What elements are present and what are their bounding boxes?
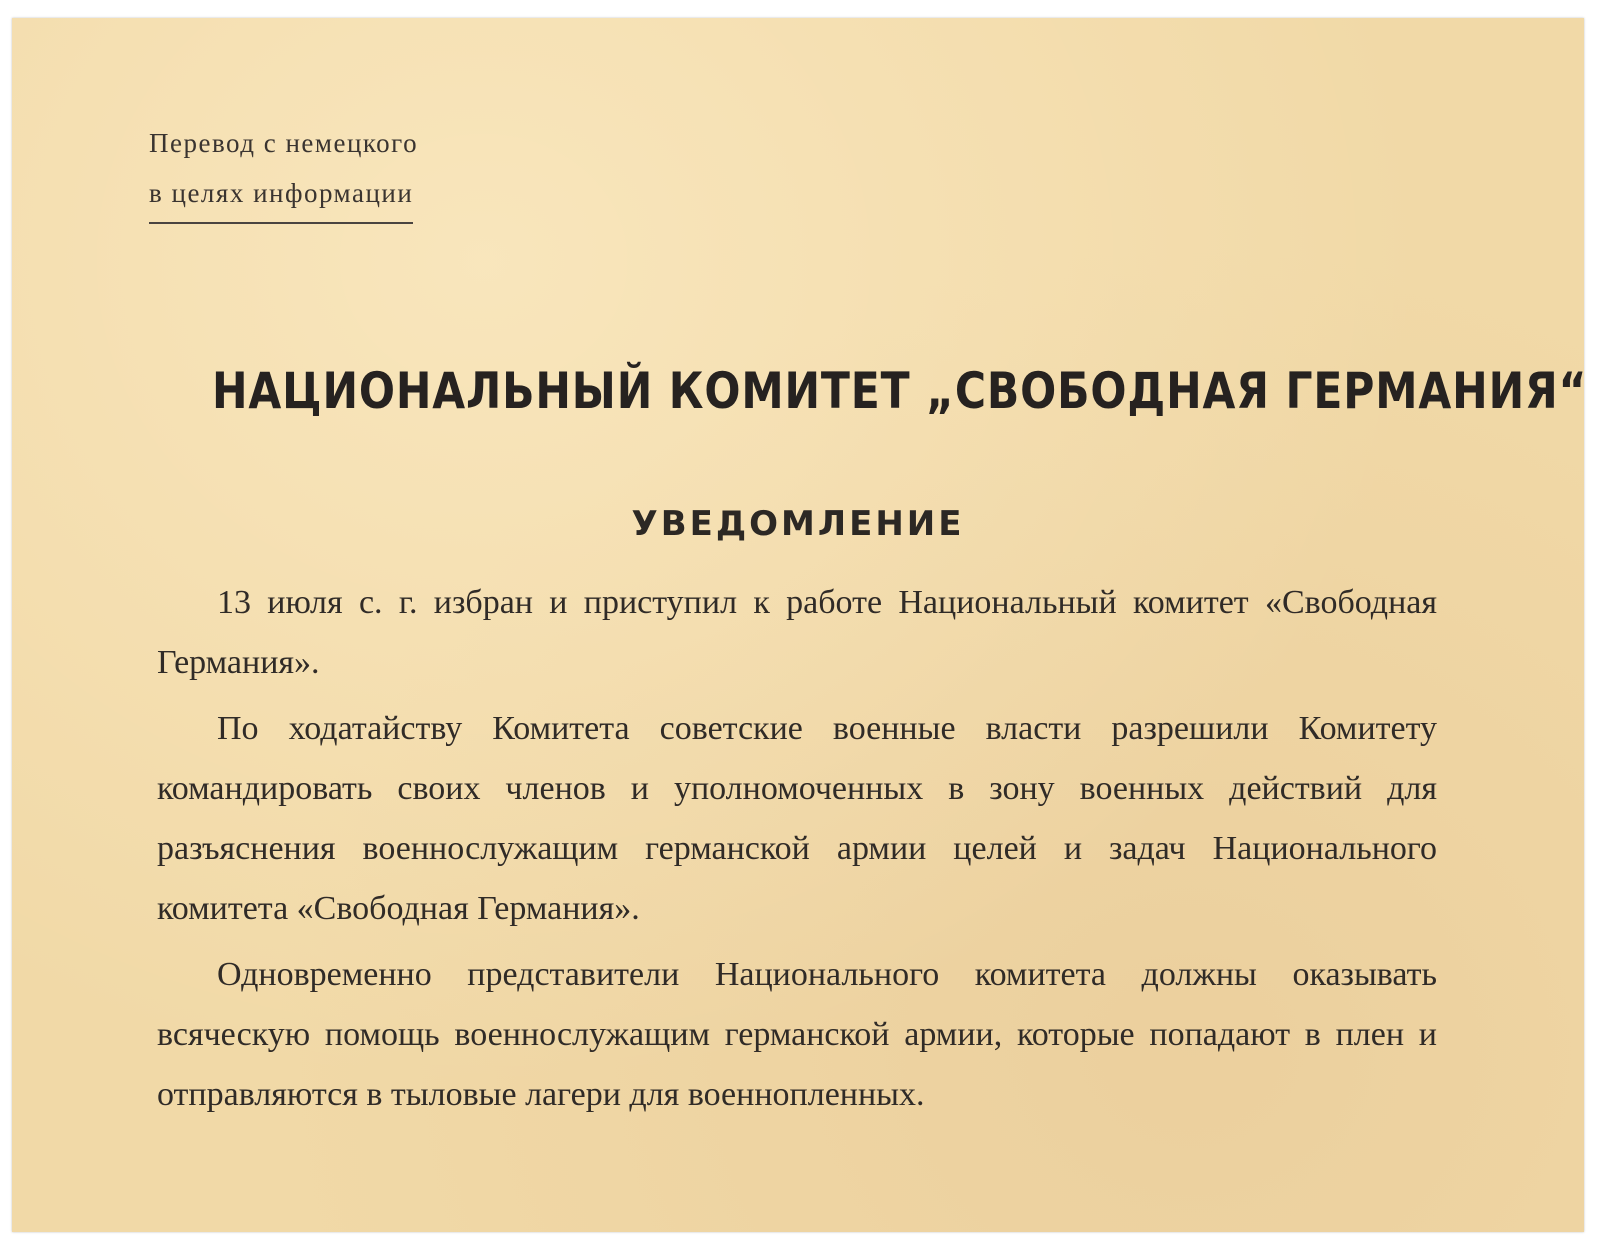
document-subtitle: УВЕДОМЛЕНИЕ	[631, 504, 965, 544]
translation-note	[149, 118, 418, 224]
body-paragraph-1: 13 июля с. г. избран и приступил к работе Национальный комитет «Свободная Германия».	[157, 584, 1437, 681]
translation-note-line-2: в целях информации	[149, 168, 413, 224]
body-paragraph-3: Одновременно представители Национального комитета должны оказывать всяческую помощь военнослужащим германской армии, которые попадают в плен и отправляются в тыловые лагери для военнопленных.	[157, 956, 1437, 1113]
body-paragraph-2: По ходатайству Комитета советские военные власти разрешили Комитету командировать своих членов и уполномоченных в зону военных действий для разъяснения военнослужащим германской армии целей и задач Национального комитета «Свободная Германия».	[157, 710, 1437, 927]
document-sheet	[12, 18, 1588, 1232]
translation-note-line-1: Перевод с немецкого	[149, 128, 419, 158]
document-body	[157, 573, 1437, 1131]
document-title: НАЦИОНАЛЬНЫЙ КОМИТЕТ „СВОБОДНАЯ ГЕРМАНИЯ“	[212, 362, 1588, 420]
